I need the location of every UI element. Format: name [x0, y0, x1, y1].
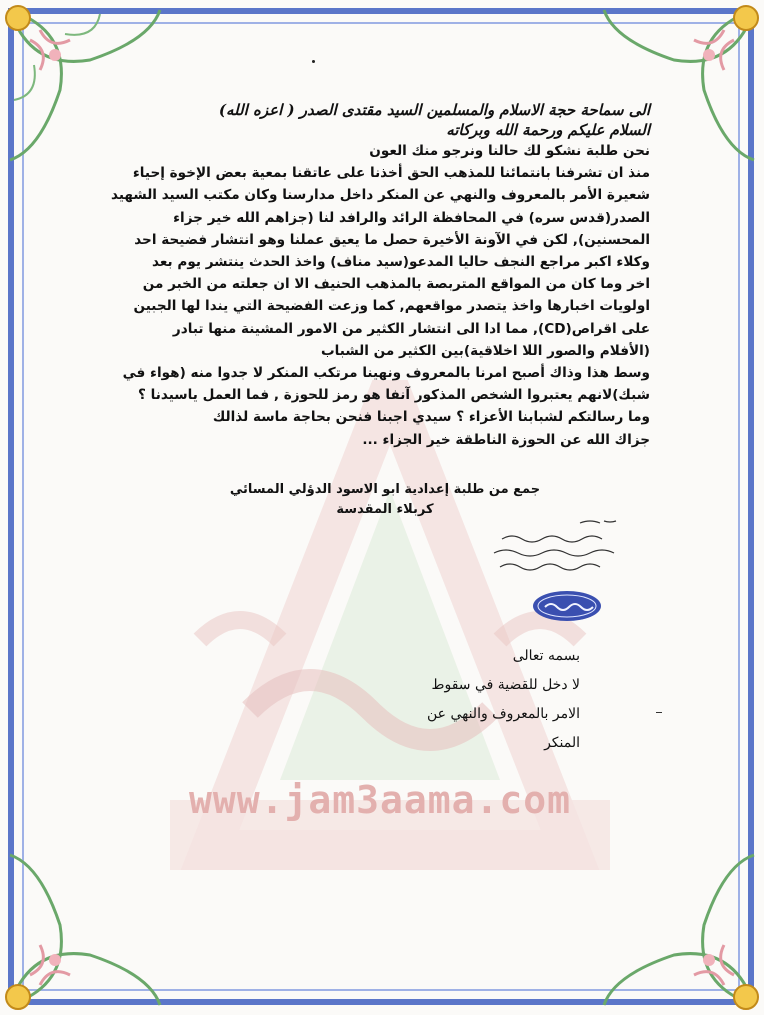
sender-city: كربلاء المقدسة — [336, 502, 434, 517]
letter-line: وسط هذا وذاك أصبح امرنا بالمعروف ونهينا مرتكب المنكر لا جدوا منه (هواء في — [122, 365, 650, 382]
letter-line: الصدر(قدس سره) في المحافظة الرائد والرافد لنا (جزاهم الله خير جزاء — [173, 209, 650, 226]
letter-line: (الأفلام والصور اللا اخلاقية)بين الكثير من الشباب — [321, 342, 650, 359]
letter-line: المحسنين), لكن في الآونة الأخيرة حصل ما يعيق عملنا وهو انتشار فضيحة احد — [134, 231, 650, 248]
letter-line: جزاك الله عن الحوزة الناطقة خير الجزاء ... — [362, 431, 650, 448]
letter-line: اخر وما كان من المواقع المتربصة بالمذهب الحنيف الا ان جعلته من الخبر من — [142, 276, 650, 293]
reply-block — [400, 642, 580, 758]
letter-paragraph — [110, 140, 650, 451]
watermark-url: www.jam3aama.com — [188, 778, 572, 822]
letter-line: منذ ان تشرفنا بانتمائنا للمذهب الحق أخذنا على عاتقنا بمعية بعض الإخوة إحياء — [132, 165, 650, 182]
reply-line: الامر بالمعروف والنهي عن المنكر — [427, 706, 580, 751]
letter-line: وكلاء اكبر مراجع النجف حاليا المدعو(سيد مناف) واخذ الحدث ينتشر يوم بعد — [152, 254, 650, 271]
letter-line: اولويات اخبارها واخذ يتصدر مواقعهم, كما وزعت الفضيحة التي يندا لها الجبين — [133, 298, 650, 315]
letter-line: على اقراص(CD), مما ادا الى انتشار الكثير من الامور المشينة منها تبادر — [172, 320, 650, 337]
letter-line: شعيرة الأمر بالمعروف والنهي عن المنكر داخل مدارسنا وكان مكتب السيد الشهيد — [110, 187, 650, 204]
speck — [312, 60, 315, 63]
watermark-logo — [130, 380, 650, 900]
greeting-line: السلام عليكم ورحمة الله وبركاته — [446, 121, 650, 139]
reply-basmala: بسمه تعالى — [512, 648, 580, 664]
letter-line: وما رسالتكم لشبابنا الأعزاء ؟ سيدي اجبنا فنحن بحاجة ماسة لذالك — [212, 409, 650, 426]
office-seal-stamp — [531, 589, 603, 623]
salutation-line: الى سماحة حجة الاسلام والمسلمين السيد مقتدى الصدر ( اعزه الله) — [218, 101, 650, 119]
sender-block — [225, 480, 545, 520]
reply-line: لا دخل للقضية في سقوط — [431, 677, 580, 693]
letter-line: شبك)لانهم يعتبروا الشخص المذكور آنفا هو رمز للحوزة , فما العمل ياسيدنا ؟ — [138, 387, 650, 404]
handwritten-note — [482, 515, 627, 575]
sender-line: جمع من طلبة إعدادية ابو الاسود الدؤلي المسائي — [229, 482, 541, 497]
letter-line: نحن طلبة نشكو لك حالنا ونرجو منك العون — [369, 143, 650, 159]
margin-mark — [656, 712, 662, 713]
letter-body — [110, 100, 650, 451]
